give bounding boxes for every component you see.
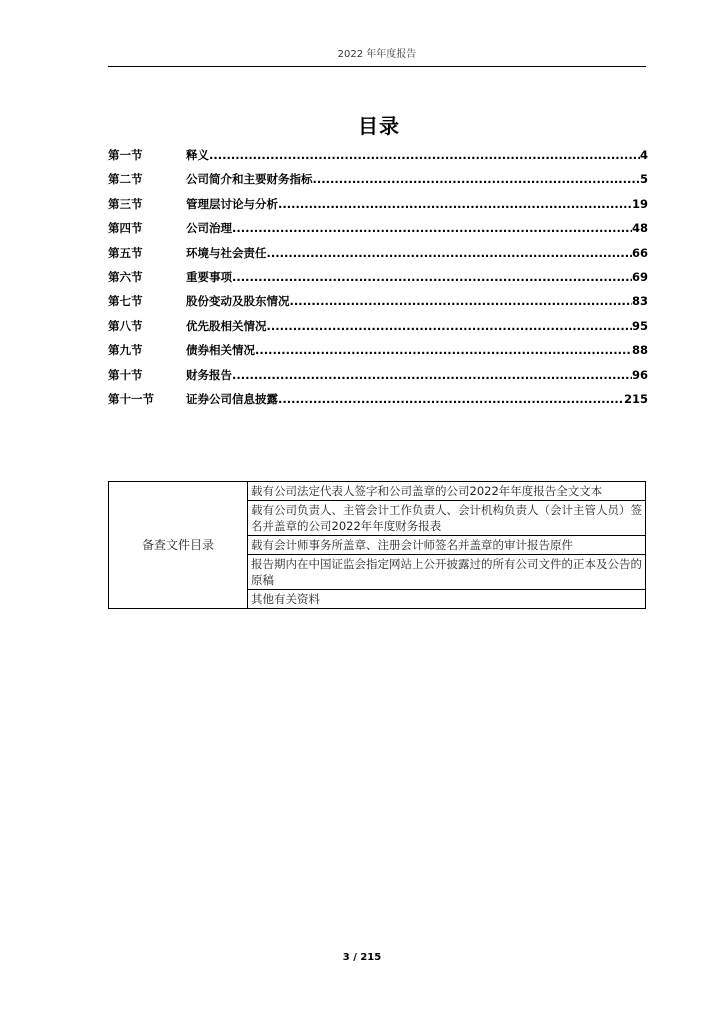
toc-page: 95 — [631, 318, 648, 333]
header-rule — [108, 66, 646, 67]
toc-section: 第十节 — [108, 367, 143, 382]
toc-page: 88 — [631, 343, 648, 358]
toc-leader — [267, 319, 632, 333]
toc-section: 第十一节 — [108, 391, 154, 406]
reference-file-item: 载有公司负责人、主管会计工作负责人、会计机构负责人（会计主管人员）签名并盖章的公司2022年年度财务报表 — [248, 501, 646, 536]
page-number: 3 / 215 — [342, 952, 382, 963]
toc-entry[interactable] — [108, 293, 648, 317]
toc-leader — [290, 294, 632, 308]
toc-section: 第七节 — [108, 294, 143, 309]
toc-title-text: 重要事项 — [186, 269, 232, 284]
toc-page: 66 — [631, 245, 648, 260]
toc-page: 4 — [639, 148, 648, 162]
reference-files-label: 备查文件目录 — [109, 482, 248, 609]
toc-entry[interactable] — [108, 318, 648, 342]
toc-title-text: 股份变动及股东情况 — [186, 294, 290, 309]
toc-title-text: 财务报告 — [186, 367, 232, 382]
toc-section: 第一节 — [108, 148, 143, 162]
toc-title-text: 公司简介和主要财务指标 — [186, 172, 313, 187]
toc-page: 48 — [631, 221, 648, 236]
toc-leader — [267, 246, 632, 260]
toc-leader — [313, 172, 640, 186]
toc-title-text: 公司治理 — [186, 221, 232, 236]
page-header: 2022 年年度报告 — [337, 49, 417, 60]
table-of-contents — [108, 147, 648, 415]
toc-entry[interactable] — [108, 342, 648, 366]
toc-leader — [209, 148, 640, 162]
reference-file-item: 载有会计师事务所盖章、注册会计师签名并盖章的审计报告原件 — [248, 536, 646, 555]
toc-title: 目录 — [358, 114, 400, 138]
toc-page: 69 — [631, 269, 648, 284]
toc-section: 第八节 — [108, 318, 143, 333]
toc-entry[interactable] — [108, 245, 648, 269]
toc-section: 第四节 — [108, 221, 143, 236]
toc-title-text: 环境与社会责任 — [186, 245, 267, 260]
reference-file-item: 报告期内在中国证监会指定网站上公开披露过的所有公司文件的正本及公告的原稿 — [248, 555, 646, 590]
toc-entry[interactable] — [108, 147, 648, 171]
toc-entry[interactable] — [108, 269, 648, 293]
toc-leader — [232, 270, 632, 284]
toc-page: 96 — [631, 367, 648, 382]
toc-page: 19 — [631, 196, 648, 211]
toc-leader — [278, 392, 624, 406]
toc-page: 215 — [623, 391, 648, 406]
toc-page: 83 — [631, 294, 648, 309]
reference-file-item: 载有公司法定代表人签字和公司盖章的公司2022年年度报告全文文本 — [248, 482, 646, 501]
toc-page: 5 — [639, 172, 648, 187]
toc-title-text: 释义 — [186, 148, 209, 162]
toc-entry[interactable] — [108, 367, 648, 391]
toc-entry[interactable] — [108, 196, 648, 220]
toc-leader — [255, 343, 632, 357]
toc-section: 第九节 — [108, 343, 143, 358]
toc-title-text: 管理层讨论与分析 — [186, 196, 278, 211]
toc-entry[interactable] — [108, 171, 648, 195]
toc-title-text: 证券公司信息披露 — [186, 391, 278, 406]
toc-section: 第五节 — [108, 245, 143, 260]
reference-file-item: 其他有关资料 — [248, 590, 646, 609]
toc-entry[interactable] — [108, 220, 648, 244]
reference-files-table — [108, 481, 646, 609]
table-row — [109, 482, 646, 501]
toc-leader — [232, 221, 632, 235]
toc-section: 第六节 — [108, 269, 143, 284]
toc-title-text: 债券相关情况 — [186, 343, 255, 358]
toc-entry[interactable] — [108, 391, 648, 415]
toc-section: 第二节 — [108, 172, 143, 187]
toc-section: 第三节 — [108, 196, 143, 211]
toc-leader — [232, 368, 632, 382]
toc-leader — [278, 197, 632, 211]
toc-title-text: 优先股相关情况 — [186, 318, 267, 333]
